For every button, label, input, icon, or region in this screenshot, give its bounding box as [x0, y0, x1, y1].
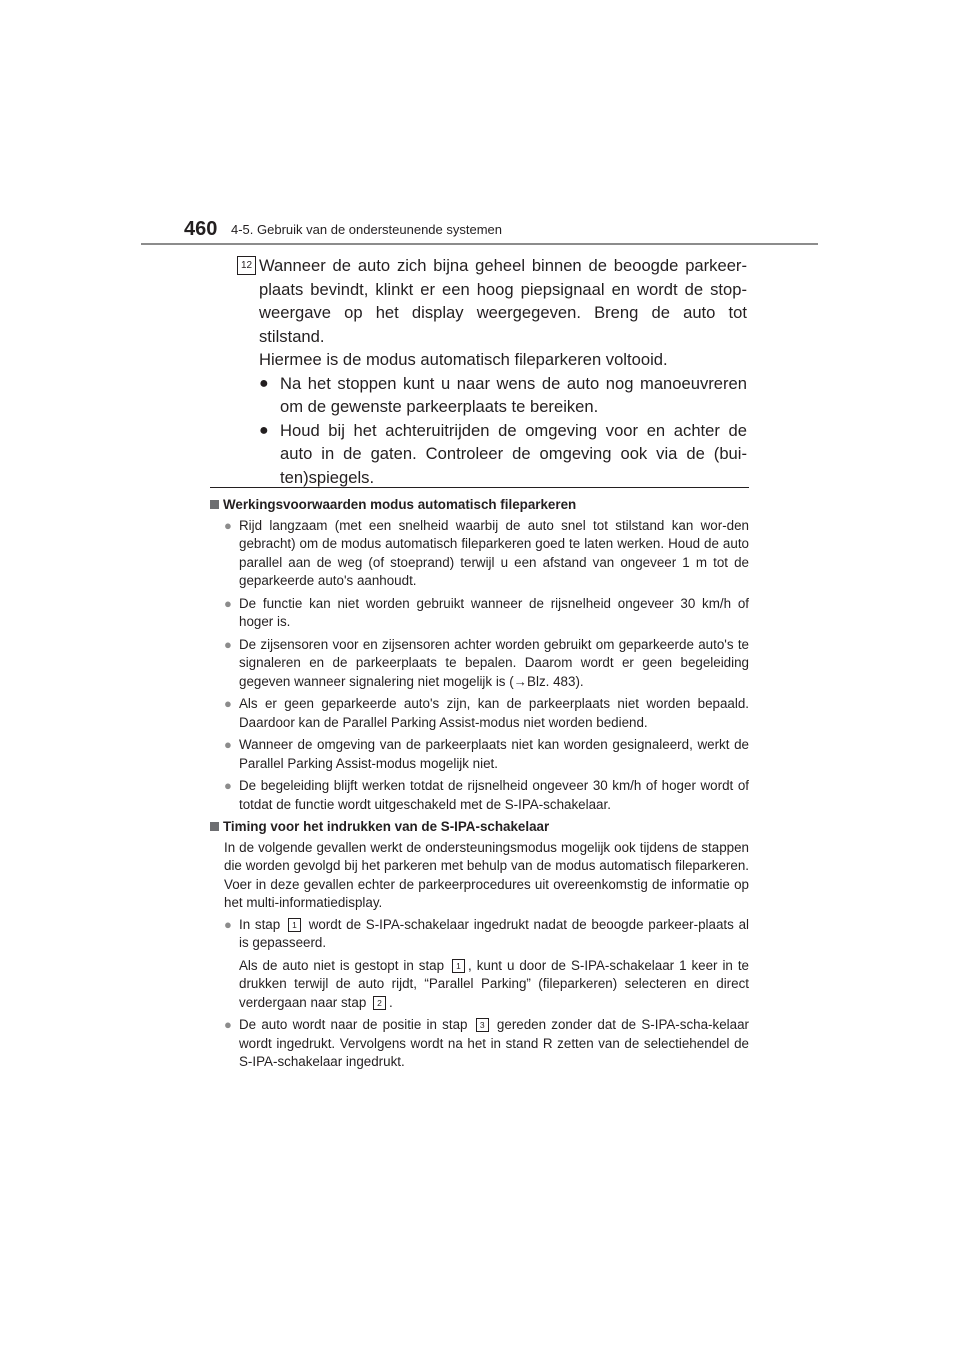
note-item: ● In stap 1 wordt de S-IPA-schakelaar ingedrukt nadat de beoogde parkeer-plaats al is gepasseerd. [224, 916, 749, 950]
bullet-dot-icon: ● [224, 595, 232, 611]
note-item: ● Als er geen geparkeerde auto's zijn, kan de parkeerplaats niet worden bepaald. Daardoor kan de Parallel Parking Assist-modus niet worden bediend. [224, 696, 749, 730]
bullet-dot-icon: ● [224, 636, 232, 652]
note-heading: Timing voor het indrukken van de S-IPA-schakelaar [210, 818, 749, 837]
step-bullet: ● Houd bij het achteruitrijden de omgeving voor en achter de auto in de gaten. Controleer de omgeving ook via de (bui-ten)spiegels. [259, 420, 747, 487]
section-divider [210, 487, 749, 488]
step-text-completion: Hiermee is de modus automatisch fileparkeren voltooid. [259, 350, 668, 369]
bullet-dot-icon: ● [224, 916, 232, 932]
section-title: 4-5. Gebruik van de ondersteunende systemen [231, 222, 503, 237]
step-ref-box: 1 [288, 918, 301, 932]
note-item: ● De auto wordt naar de positie in stap 3 gereden zonder dat de S-IPA-scha-kelaar wordt ingedrukt. Vervolgens wordt na het in stand R zetten van de selectiehendel de S-IPA-schakelaar ingedrukt. [224, 1017, 749, 1069]
page-number: 460 [184, 218, 218, 240]
note-heading: Werkingsvoorwaarden modus automatisch fileparkeren [210, 496, 749, 515]
bullet-dot-icon: ● [224, 778, 232, 793]
step-block [237, 254, 747, 489]
bullet-dot-icon: ● [224, 696, 232, 711]
note-intro: In de volgende gevallen werkt de ondersteuningsmodus mogelijk ook tijdens de stappen die worden gevolgd bij het parkeren met behulp van de modus automatisch fileparkeren. Voer in deze gevallen echter de parkeerprocedures uit overeenkomstig de informatie op het multi-informatiedisplay. [224, 839, 749, 910]
square-bullet-icon [210, 500, 219, 509]
note-subparagraph: Als de auto niet is gestopt in stap 1 , kunt u door de S-IPA-schakelaar 1 keer in te drukken terwijl de auto rijdt, “Parallel Parking” (fileparkeren) selecteren en direct verdergaan naar stap 2 . [239, 957, 749, 1010]
step-ref-box: 1 [452, 959, 465, 973]
step-ref-box: 2 [373, 996, 386, 1010]
bullet-dot-icon: ● [259, 421, 269, 439]
note-item: ● Wanneer de omgeving van de parkeerplaats niet kan worden gesignaleerd, werkt de Parallel Parking Assist-modus mogelijk niet. [224, 737, 749, 771]
bullet-dot-icon: ● [259, 374, 269, 392]
bullet-dot-icon: ● [224, 1017, 232, 1032]
square-bullet-icon [210, 822, 219, 831]
step-number-box: 12 [237, 256, 256, 275]
bullet-dot-icon: ● [224, 737, 232, 752]
header-divider [141, 243, 818, 245]
note-item: ● De begeleiding blijft werken totdat de rijsnelheid ongeveer 30 km/h of hoger wordt of totdat de functie wordt uitgeschakeld met de S-IPA-schakelaar. [224, 778, 749, 812]
note-item: ● De functie kan niet worden gebruikt wanneer de rijsnelheid ongeveer 30 km/h of hoger is. [224, 595, 749, 629]
note-item: ● Rijd langzaam (met een snelheid waarbij de auto snel tot stilstand kan wor-den gebracht) om de modus automatisch fileparkeren goed te laten werken. Houd de auto parallel aan de weg (of stoeprand) terwijl u een afstand van ongeveer 1 m tot de geparkeerde auto's aanhoudt. [224, 517, 749, 588]
note-item: ● De zijsensoren voor en zijsensoren achter worden gebruikt om geparkeerde auto's te signaleren en de parkeerplaats te bepalen. Daarom wordt er geen begeleiding gegeven wanneer signalering niet mogelijk is (→Blz. 483). [224, 636, 749, 689]
step-text: Wanneer de auto zich bijna geheel binnen de beoogde parkeer-plaats bevindt, klinkt er een hoog piepsignaal en wordt de stop-weergave op het display weergegeven. Breng de auto tot stilstand. [259, 256, 747, 346]
notes-section [210, 494, 749, 1076]
step-bullet: ● Na het stoppen kunt u naar wens de auto nog manoeuvreren om de gewenste parkeerplaats te bereiken. [259, 373, 747, 416]
page-header [0, 0, 960, 250]
step-ref-box: 3 [476, 1018, 489, 1032]
bullet-dot-icon: ● [224, 517, 232, 533]
step-bullet-list [259, 372, 747, 490]
